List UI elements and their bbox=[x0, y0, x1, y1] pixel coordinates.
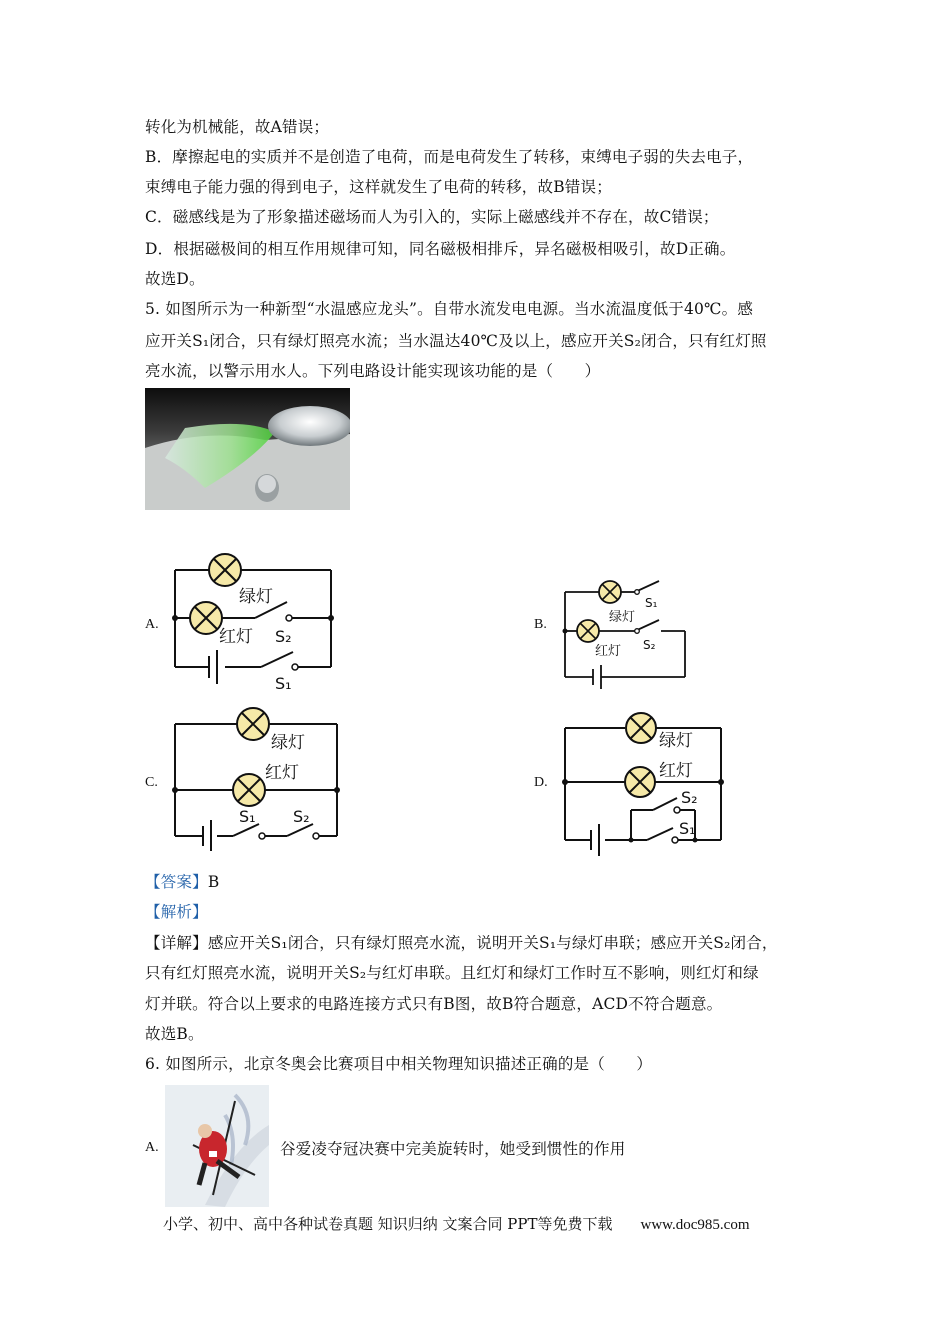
answer-line bbox=[145, 871, 219, 893]
red-lamp-label: 红灯 bbox=[659, 761, 693, 781]
switch-s2-label: S₂ bbox=[275, 627, 292, 646]
red-lamp-label: 红灯 bbox=[595, 644, 622, 659]
red-lamp-label: 红灯 bbox=[219, 627, 253, 647]
detail-text-1: 感应开关S₁闭合，只有绿灯照亮水流，说明开关S₁与绿灯串联；感应开关S₂闭合， bbox=[207, 934, 778, 952]
lamp-icon bbox=[237, 708, 269, 740]
text-line-6: 故选D。 bbox=[145, 270, 205, 288]
detail-tag: 【详解】 bbox=[145, 934, 208, 952]
lamp-icon bbox=[626, 713, 656, 743]
green-lamp-label: 绿灯 bbox=[271, 733, 305, 753]
detail-line-2: 只有红灯照亮水流，说明开关S₂与红灯串联。且红灯和绿灯工作时互不影响，则红灯和绿 bbox=[145, 964, 759, 982]
answer-tag: 【答案】 bbox=[145, 873, 208, 891]
analysis-tag: 【解析】 bbox=[145, 903, 208, 921]
circuit-c bbox=[165, 706, 345, 851]
text-line-1: 转化为机械能，故A错误； bbox=[145, 118, 330, 136]
switch-s2-label: S₂ bbox=[643, 638, 656, 652]
circuit-a bbox=[165, 552, 345, 692]
footer-url[interactable]: www.doc985.com bbox=[640, 1217, 750, 1233]
detail-line-3: 灯并联。符合以上要求的电路连接方式只有B图，故B符合题意，ACD不符合题意。 bbox=[145, 995, 723, 1013]
footer-text: 小学、初中、高中各种试卷真题 知识归纳 文案合同 PPT等免费下载 bbox=[163, 1215, 613, 1233]
text-line-3: 束缚电子能力强的得到电子，这样就发生了电荷的转移，故B错误； bbox=[145, 178, 612, 196]
lamp-icon bbox=[233, 774, 265, 806]
detail-line-4: 故选B。 bbox=[145, 1025, 204, 1043]
option-a-label: A. bbox=[145, 617, 159, 632]
lamp-icon bbox=[190, 602, 222, 634]
option-d-label: D. bbox=[534, 775, 548, 790]
green-lamp-label: 绿灯 bbox=[239, 587, 273, 607]
green-lamp-label: 绿灯 bbox=[609, 610, 636, 625]
switch-s1-label: S₁ bbox=[679, 819, 696, 838]
switch-s1-label: S₁ bbox=[275, 674, 292, 692]
red-lamp-label: 红灯 bbox=[265, 763, 299, 783]
circuit-b bbox=[555, 575, 695, 690]
question-5-line-2: 应开关S₁闭合，只有绿灯照亮水流；当水温达40℃及以上，感应开关S₂闭合，只有红灯照 bbox=[145, 332, 767, 350]
lamp-icon bbox=[209, 554, 241, 586]
text-line-5: D．根据磁极间的相互作用规律可知，同名磁极相排斥，异名磁极相吸引，故D正确。 bbox=[145, 240, 736, 258]
lamp-icon bbox=[599, 581, 621, 603]
q6-option-a-text: 谷爱凌夺冠决赛中完美旋转时，她受到惯性的作用 bbox=[280, 1140, 626, 1158]
question-5-line-1: 5. 如图所示为一种新型“水温感应龙头”。自带水流发电电源。当水流温度低于40℃。感 bbox=[145, 300, 754, 318]
skier-photo bbox=[165, 1085, 269, 1207]
answer-value: B bbox=[207, 873, 220, 891]
footer bbox=[163, 1213, 750, 1234]
faucet-photo bbox=[145, 388, 350, 510]
switch-s1-label: S₁ bbox=[645, 596, 658, 610]
circuit-d bbox=[555, 706, 735, 856]
text-line-4: C．磁感线是为了形象描述磁场而人为引入的，实际上磁感线并不存在，故C错误； bbox=[145, 208, 719, 226]
green-lamp-label: 绿灯 bbox=[659, 731, 693, 751]
lamp-icon bbox=[625, 767, 655, 797]
switch-s1-label: S₁ bbox=[239, 807, 256, 826]
switch-s2-label: S₂ bbox=[681, 788, 698, 807]
question-5-line-3: 亮水流，以警示用水人。下列电路设计能实现该功能的是（ ） bbox=[145, 362, 601, 380]
option-b-label: B. bbox=[534, 617, 547, 632]
lamp-icon bbox=[577, 620, 599, 642]
switch-s2-label: S₂ bbox=[293, 807, 310, 826]
text-line-2: B．摩擦起电的实质并不是创造了电荷，而是电荷发生了转移，束缚电子弱的失去电子， bbox=[145, 148, 754, 166]
detail-line-1 bbox=[145, 932, 778, 954]
q6-option-a-label: A. bbox=[145, 1140, 159, 1155]
question-6-stem: 6. 如图所示，北京冬奥会比赛项目中相关物理知识描述正确的是（ ） bbox=[145, 1055, 653, 1073]
option-c-label: C. bbox=[145, 775, 158, 790]
